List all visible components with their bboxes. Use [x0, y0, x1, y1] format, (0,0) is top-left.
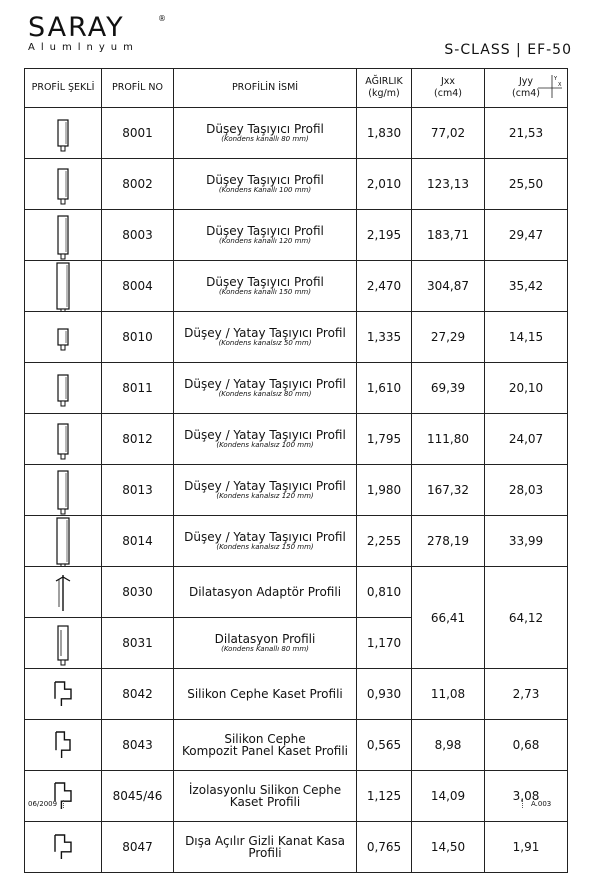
table-row [25, 261, 568, 312]
profile-note: (Kondens kanallı 80 mm) [221, 134, 309, 143]
profile-8042-icon [25, 669, 102, 720]
table-row [25, 567, 568, 618]
profile-jyy: 64,12 [485, 567, 568, 669]
profile-no: 8012 [102, 414, 174, 465]
profile-name-cell [174, 771, 357, 822]
profile-jxx: 66,41 [412, 567, 485, 669]
profile-8013-icon [25, 465, 102, 516]
profile-note: (Kondens kanalsız 150 mm) [216, 542, 314, 551]
profile-jyy: 24,07 [485, 414, 568, 465]
profile-8003-icon [25, 210, 102, 261]
profile-name: Düşey Taşıyıcı Profil [206, 121, 324, 136]
table-row [25, 363, 568, 414]
profile-name: Dışa Açılır Gizli Kanat Kasa Profili [185, 834, 345, 860]
footer-date: 06/2009 [28, 800, 64, 808]
profile-name-cell [174, 414, 357, 465]
registered-mark: ® [158, 14, 166, 23]
brand-logo [28, 12, 166, 53]
profile-note: (Kondens kanallı 120 mm) [219, 236, 311, 245]
header-jyy-unit: (cm4) [512, 88, 540, 99]
footer-code: A.003 [522, 800, 551, 808]
profile-8014-icon [25, 516, 102, 567]
profile-name: Düşey / Yatay Taşıyıcı Profil [184, 478, 346, 493]
profile-jyy: 29,47 [485, 210, 568, 261]
svg-text:X: X [558, 82, 562, 88]
profile-8030-icon [25, 567, 102, 618]
profile-name-cell [174, 312, 357, 363]
profile-8045-icon [25, 771, 102, 822]
profile-weight: 2,255 [357, 516, 412, 567]
profile-weight: 0,930 [357, 669, 412, 720]
profile-no: 8014 [102, 516, 174, 567]
profile-note: (Kondens Kanallı 80 mm) [221, 644, 309, 653]
profile-jxx: 167,32 [412, 465, 485, 516]
profile-weight: 1,610 [357, 363, 412, 414]
profile-name: Düşey / Yatay Taşıyıcı Profil [184, 529, 346, 544]
profile-name: Silikon Cephe Kaset Profili [187, 687, 343, 701]
profile-weight: 1,125 [357, 771, 412, 822]
profile-note: (Kondens kanallı 150 mm) [219, 287, 311, 296]
profile-jyy: 14,15 [485, 312, 568, 363]
axes-icon [537, 73, 563, 99]
series-title: S-CLASS | EF-50 [444, 42, 572, 58]
profile-jyy: 0,68 [485, 720, 568, 771]
profile-jxx: 111,80 [412, 414, 485, 465]
profile-jyy: 20,10 [485, 363, 568, 414]
table-row [25, 720, 568, 771]
profile-no: 8011 [102, 363, 174, 414]
profile-jxx: 14,09 [412, 771, 485, 822]
header-weight-unit: (kg/m) [368, 88, 400, 99]
profile-name-cell [174, 363, 357, 414]
table-row [25, 822, 568, 873]
brand-name: SARAY [28, 12, 125, 43]
table-row [25, 771, 568, 822]
profile-note: (Kondens Kanallı 100 mm) [218, 185, 312, 194]
profile-weight: 2,195 [357, 210, 412, 261]
header-jyy [485, 69, 568, 108]
profile-8010-icon [25, 312, 102, 363]
profile-name-line2: Kompozit Panel Kaset Profili [181, 744, 349, 758]
table-row [25, 312, 568, 363]
profile-jxx: 304,87 [412, 261, 485, 312]
table-row [25, 669, 568, 720]
profile-jxx: 8,98 [412, 720, 485, 771]
profile-8031-icon [25, 618, 102, 669]
header-no: PROFİL NO [102, 69, 174, 108]
table-row [25, 210, 568, 261]
profile-name-cell [174, 567, 357, 618]
profile-name: Düşey / Yatay Taşıyıcı Profil [184, 427, 346, 442]
profile-jyy: 2,73 [485, 669, 568, 720]
table-row [25, 108, 568, 159]
profile-no: 8003 [102, 210, 174, 261]
profile-name-cell [174, 516, 357, 567]
profile-no: 8042 [102, 669, 174, 720]
profile-name-cell [174, 210, 357, 261]
profile-jyy: 28,03 [485, 465, 568, 516]
profile-weight: 1,170 [357, 618, 412, 669]
profile-jyy: 25,50 [485, 159, 568, 210]
profile-no: 8004 [102, 261, 174, 312]
header-name: PROFİLİN İSMİ [174, 69, 357, 108]
profile-note: (Kondens kanalsız 100 mm) [216, 440, 314, 449]
profile-no: 8043 [102, 720, 174, 771]
profile-name: Dilatasyon Profili [214, 631, 316, 646]
profile-jyy: 33,99 [485, 516, 568, 567]
profile-no: 8010 [102, 312, 174, 363]
profile-8043-icon [25, 720, 102, 771]
profile-no: 8001 [102, 108, 174, 159]
profile-name: Silikon Cephe [224, 732, 306, 746]
profile-jxx: 69,39 [412, 363, 485, 414]
profile-name-cell [174, 159, 357, 210]
profile-no: 8031 [102, 618, 174, 669]
header-jxx-unit: (cm4) [434, 88, 462, 99]
profile-8001-icon [25, 108, 102, 159]
profile-name: Düşey / Yatay Taşıyıcı Profil [184, 325, 346, 340]
header-shape: PROFİL ŞEKLİ [25, 69, 102, 108]
profile-name: Düşey / Yatay Taşıyıcı Profil [184, 376, 346, 391]
profile-8047-icon [25, 822, 102, 873]
profile-8004-icon [25, 261, 102, 312]
profile-weight: 1,830 [357, 108, 412, 159]
profile-jxx: 183,71 [412, 210, 485, 261]
brand-subtitle: Alumlnyum [28, 42, 139, 53]
profile-name-cell [174, 108, 357, 159]
svg-text:Y: Y [554, 76, 558, 82]
profile-name-cell [174, 618, 357, 669]
profile-note: (Kondens kanalsız 50 mm) [218, 338, 312, 347]
profile-jxx: 77,02 [412, 108, 485, 159]
profile-name: Düşey Taşıyıcı Profil [206, 223, 324, 238]
table-row [25, 159, 568, 210]
header-jxx [412, 69, 485, 108]
profile-weight: 0,810 [357, 567, 412, 618]
profile-jyy: 3,08 [485, 771, 568, 822]
profile-name: Düşey Taşıyıcı Profil [206, 274, 324, 289]
profile-jxx: 11,08 [412, 669, 485, 720]
profile-no: 8045/46 [102, 771, 174, 822]
profile-jxx: 27,29 [412, 312, 485, 363]
profile-no: 8002 [102, 159, 174, 210]
profile-8011-icon [25, 363, 102, 414]
profile-no: 8013 [102, 465, 174, 516]
profile-8012-icon [25, 414, 102, 465]
profile-name: Dilatasyon Adaptör Profili [188, 585, 342, 599]
profile-weight: 2,470 [357, 261, 412, 312]
profile-name-cell [174, 720, 357, 771]
profile-no: 8030 [102, 567, 174, 618]
profile-jxx: 123,13 [412, 159, 485, 210]
profile-note: (Kondens kanalsız 120 mm) [216, 491, 314, 500]
header-weight [357, 69, 412, 108]
profile-weight: 1,795 [357, 414, 412, 465]
header-weight-label: AĞIRLIK [365, 76, 403, 87]
profile-name-line2: Kaset Profili [229, 795, 301, 809]
profile-weight: 1,980 [357, 465, 412, 516]
header-jyy-label: Jyy [518, 76, 534, 87]
header-jxx-label: Jxx [440, 76, 456, 87]
profile-no: 8047 [102, 822, 174, 873]
profile-weight: 2,010 [357, 159, 412, 210]
profile-name-cell [174, 465, 357, 516]
table-header-row [25, 69, 568, 108]
profile-table [24, 68, 568, 873]
table-row [25, 465, 568, 516]
profile-name-cell [174, 822, 357, 873]
table-row [25, 414, 568, 465]
profile-name-cell [174, 261, 357, 312]
profile-weight: 1,335 [357, 312, 412, 363]
profile-weight: 0,765 [357, 822, 412, 873]
profile-jyy: 1,91 [485, 822, 568, 873]
profile-weight: 0,565 [357, 720, 412, 771]
profile-jyy: 21,53 [485, 108, 568, 159]
table-row [25, 516, 568, 567]
profile-jyy: 35,42 [485, 261, 568, 312]
profile-jxx: 14,50 [412, 822, 485, 873]
profile-name: İzolasyonlu Silikon Cephe [188, 783, 342, 797]
profile-name: Düşey Taşıyıcı Profil [206, 172, 324, 187]
profile-8002-icon [25, 159, 102, 210]
profile-jxx: 278,19 [412, 516, 485, 567]
profile-name-cell [174, 669, 357, 720]
profile-note: (Kondens kanalsız 80 mm) [218, 389, 312, 398]
